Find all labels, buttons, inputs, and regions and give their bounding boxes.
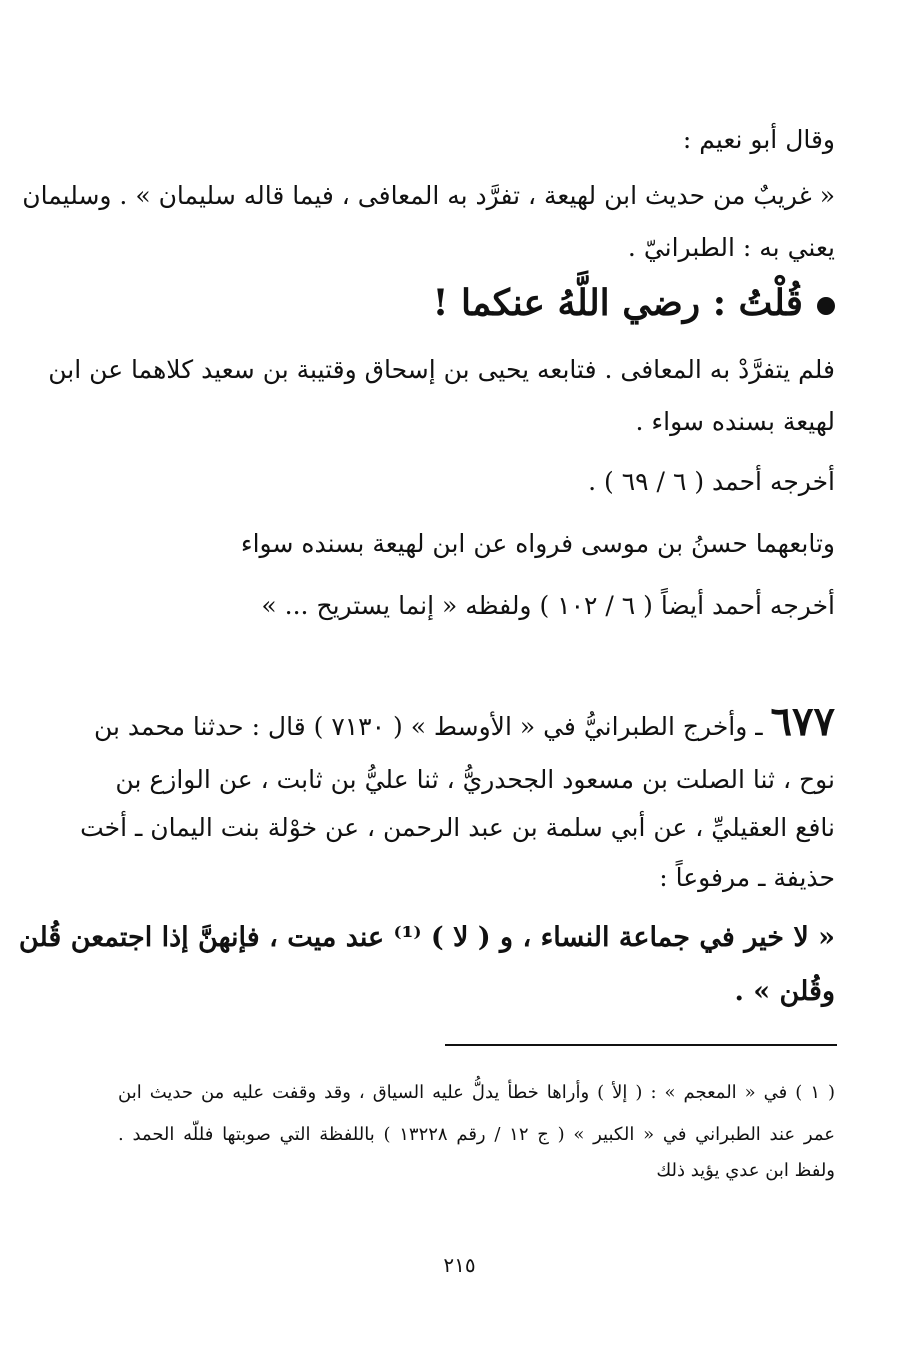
hadith-line-4: حذيفة ـ مرفوعاً :	[659, 863, 835, 892]
footnote-line-2: عمر عند الطبراني في « الكبير » ( ج ١٢ / رقم ١٣٢٢٨ ) باللفظة التي صوبتها فللّه الحمد .	[118, 1124, 835, 1145]
bullet-icon	[817, 297, 835, 315]
hadith-number: ٦٧٧	[770, 698, 835, 745]
hadith-quote-line-1: « لا خير في جماعة النساء ، و ( لا ) ⁽¹⁾ عند ميت ، فإنهنَّ إذا اجتمعن قُلن	[18, 922, 835, 953]
page-number: ٢١٥	[443, 1253, 476, 1277]
footnote-divider	[445, 1044, 837, 1046]
text-line-hasan-musa: وتابعهما حسنُ بن موسى فرواه عن ابن لهيعة بسنده سواء	[240, 529, 835, 558]
text-line-sanad: لهيعة بسنده سواء .	[635, 407, 835, 436]
text-line-mutabaa: فلم يتفرَّدْ به المعافى . فتابعه يحيى بن إسحاق وقتيبة بن سعيد كلاهما عن ابن	[48, 355, 835, 384]
hadith-line-1	[93, 698, 835, 747]
hadith-quote-line-2: وقُلن » .	[734, 976, 835, 1007]
text-line-quote-gharib: « غريبٌ من حديث ابن لهيعة ، تفرَّد به المعافى ، فيما قاله سليمان » . وسليمان	[22, 181, 835, 210]
footnote-line-3: ولفظ ابن عدي يؤيد ذلك	[656, 1160, 835, 1181]
text-line-ahmad-102: أخرجه أحمد أيضاً ( ٦ / ١٠٢ ) ولفظه « إنما يستريح ... »	[261, 591, 835, 620]
footnote-line-1: ( ١ ) في « المعجم » : ( إلأ ) وأراها خطأ يدلُّ عليه السياق ، وقد وقفت عليه من حديث ابن	[118, 1082, 836, 1103]
section-heading	[433, 278, 835, 328]
hadith-line-1-text: ـ وأخرج الطبرانيُّ في « الأوسط » ( ٧١٣٠ ) قال : حدثنا محمد بن	[93, 712, 771, 741]
text-line-tabarani: يعني به : الطبرانيّ .	[627, 233, 835, 262]
heading-text: قُلْتُ : رضي اللَّهُ عنكما !	[432, 282, 803, 324]
text-line-abu-nuaym: وقال أبو نعيم :	[682, 125, 835, 154]
hadith-line-2: نوح ، ثنا الصلت بن مسعود الجحدريُّ ، ثنا عليُّ بن ثابت ، عن الوازع بن	[115, 765, 835, 794]
hadith-line-3: نافع العقيليِّ ، عن أبي سلمة بن عبد الرحمن ، عن خوْلة بنت اليمان ـ أخت	[80, 813, 835, 842]
text-line-ahmad-69: أخرجه أحمد ( ٦ / ٦٩ ) .	[588, 467, 835, 496]
